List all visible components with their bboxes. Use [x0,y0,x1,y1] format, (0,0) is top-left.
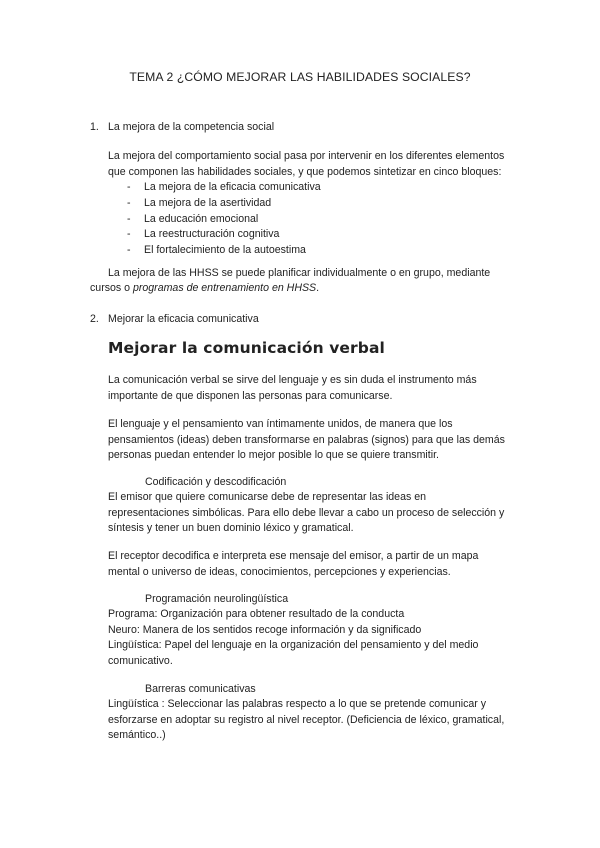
section-1-number: 1. [90,121,99,133]
text-line: semántico..) [108,729,166,742]
section-2-number: 2. [90,313,99,325]
paragraph-lenguaje [108,417,505,464]
italic-text: programas de entrenamiento en HHSS [132,282,317,294]
list-item: - La educación emocional [127,212,321,228]
section-1-heading: La mejora de la competencia social [108,121,275,133]
text-line: importante de que disponen las personas para comunicarse. [108,389,393,402]
text-line: La comunicación verbal se sirve del lenguaje y es sin duda el instrumento más [108,374,477,386]
list-item: - La reestructuración cognitiva [127,227,321,243]
list-item: - El fortalecimiento de la autoestima [127,243,321,259]
text-line: El emisor que quiere comunicarse debe de representar las ideas en [108,491,426,503]
text-line: La mejora de las HHSS se puede planificar individualmente o en grupo, mediante [108,267,491,279]
text-line: pensamientos (ideas) deben transformarse en palabras (signos) para que las demás [108,433,505,446]
text-segment: cursos o [90,282,133,294]
barreras-heading: Barreras comunicativas [145,683,256,695]
text-line: comunicativo. [108,654,173,667]
paragraph-verbal [108,373,477,404]
text-line: esforzarse en adoptar su registro al nivel receptor. (Deficiencia de léxico, gramatical, [108,713,505,726]
text-line: Neuro: Manera de los sentidos recoge información y da significado [108,623,422,636]
text-line: La mejora del comportamiento social pasa por intervenir en los diferentes elementos [108,150,505,162]
codificacion-paragraph [108,490,504,537]
codificacion-heading: Codificación y descodificación [145,476,287,488]
text-line: El receptor decodifica e interpreta ese mensaje del emisor, a partir de un mapa [108,550,479,562]
pnl-paragraph [108,607,478,669]
list-item: - La mejora de la asertividad [127,196,321,212]
text-line: El lenguaje y el pensamiento van íntimamente unidos, de manera que los [108,418,453,430]
hhss-paragraph [108,266,490,282]
text-segment: . [316,282,320,294]
text-line: personas puedan entender lo mejor posible lo que se quiere transmitir. [108,449,439,462]
receptor-paragraph [108,549,478,580]
section-1-intro [108,149,504,180]
hhss-paragraph-line2 [90,281,319,297]
text-line: que componen las habilidades sociales, y que podemos sintetizar en cinco bloques: [108,165,502,178]
blocks-list [127,180,321,259]
text-line: representaciones simbólicas. Para ello debe llevar a cabo un proceso de selección y [108,506,505,519]
text-line: Lingüística : Seleccionar las palabras respecto a lo que se pretende comunicar y [108,698,487,710]
text-line: Programa: Organización para obtener resultado de la conducta [108,608,405,620]
text-line: Lingüística: Papel del lenguaje en la organización del pensamiento y del medio [108,639,479,652]
list-item: - La mejora de la eficacia comunicativa [127,180,321,196]
pnl-heading: Programación neurolingüística [145,593,289,605]
barreras-paragraph [108,697,504,744]
subsection-title: Mejorar la comunicación verbal [108,339,385,357]
text-line: mental o universo de ideas, conocimientos, percepciones y experiencias. [108,565,451,578]
text-line: síntesis y tener un buen dominio léxico y gramatical. [108,522,354,535]
page-title: TEMA 2 ¿CÓMO MEJORAR LAS HABILIDADES SOCIALES? [129,70,471,84]
section-2-heading: Mejorar la eficacia comunicativa [108,313,259,325]
